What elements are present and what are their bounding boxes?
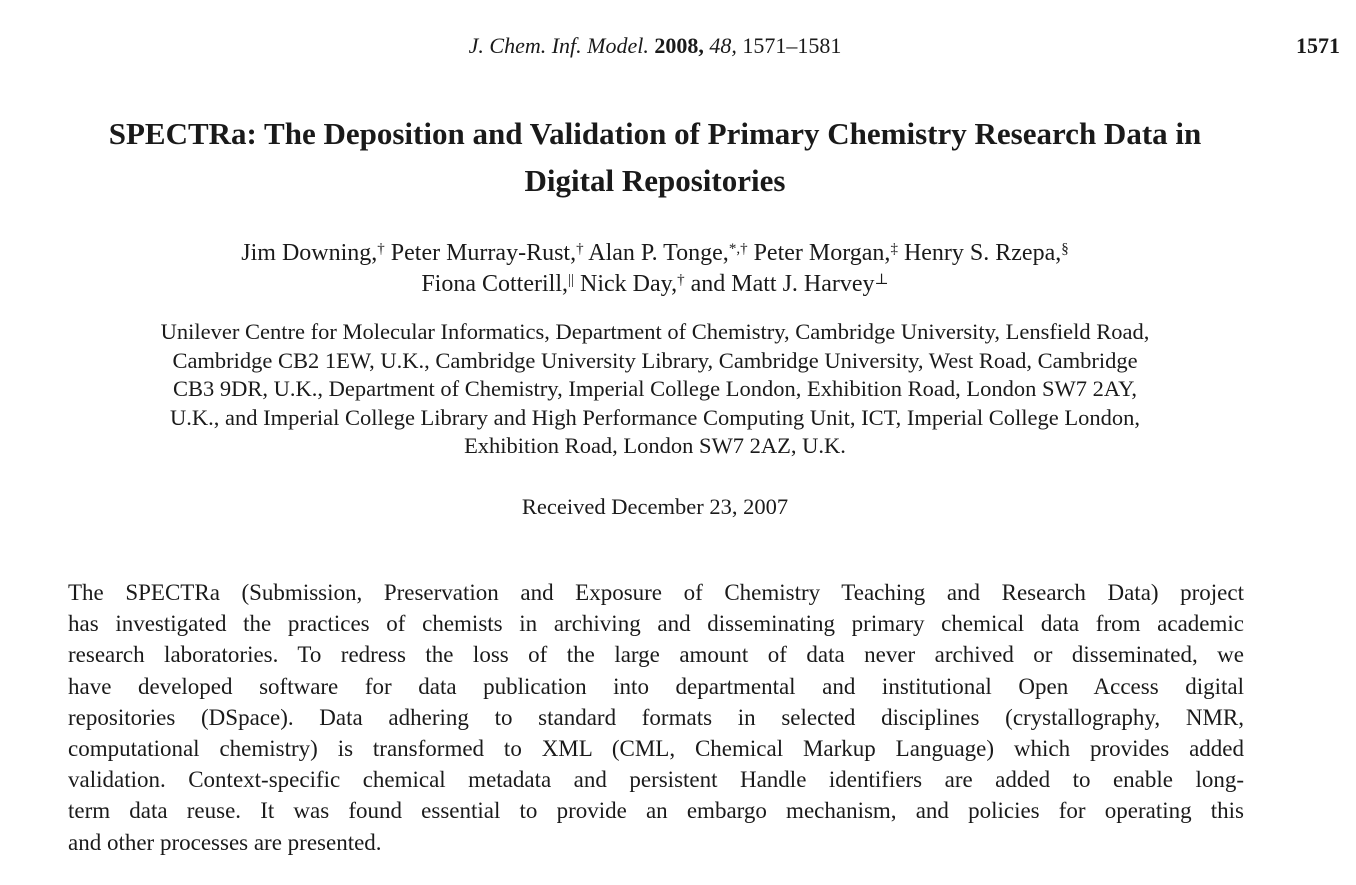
- author-name: Peter Morgan,: [753, 240, 891, 266]
- author-name: Fiona Cotterill,: [421, 271, 568, 297]
- author-affiliation-mark: †: [677, 272, 685, 288]
- abstract-line: repositories (DSpace). Data adhering to standard formats in selected disciplines (crystallography, NMR,: [68, 704, 1244, 730]
- author-name: Nick Day,: [580, 271, 678, 297]
- affiliation-block: [60, 318, 1250, 461]
- journal-year: 2008,: [654, 33, 704, 58]
- abstract-line: computational chemistry) is transformed to XML (CML, Chemical Markup Language) which provides added: [68, 736, 1244, 762]
- author-name: Henry S. Rzepa,: [903, 240, 1062, 266]
- author-affiliation-mark: †: [377, 241, 385, 257]
- author-list: [0, 238, 1310, 300]
- abstract: [68, 577, 1244, 858]
- affiliation-line: Cambridge CB2 1EW, U.K., Cambridge University Library, Cambridge University, West Road, Cambridge: [172, 347, 1138, 373]
- author: [904, 240, 1069, 266]
- author: [421, 271, 574, 297]
- journal-volume: 48,: [709, 33, 737, 58]
- abstract-line: The SPECTRa (Submission, Preservation and Exposure of Chemistry Teaching and Research Data) project: [68, 580, 1244, 605]
- author-name: Alan P. Tonge,: [588, 240, 729, 266]
- author: [588, 240, 747, 266]
- author-affiliation-mark: ||: [568, 272, 575, 288]
- journal-name: J. Chem. Inf. Model.: [468, 33, 649, 58]
- abstract-line: validation. Context-specific chemical metadata and persistent Handle identifiers are added to enable long-: [68, 767, 1244, 793]
- affiliation-line: Unilever Centre for Molecular Informatics, Department of Chemistry, Cambridge University, Lensfield Road,: [160, 319, 1150, 344]
- received-date: Received December 23, 2007: [521, 494, 789, 519]
- author-line: [0, 238, 1310, 269]
- author: [754, 240, 898, 266]
- author: [580, 271, 685, 297]
- abstract-line: and other processes are presented.: [68, 829, 382, 855]
- author: [691, 271, 889, 297]
- abstract-line: term data reuse. It was found essential to provide an embargo mechanism, and policies for operating this: [68, 798, 1244, 824]
- author: [391, 240, 584, 266]
- journal-citation: [0, 33, 1310, 59]
- running-header: [0, 33, 1356, 63]
- abstract-line: have developed software for data publication into departmental and institutional Open Access digital: [68, 673, 1244, 699]
- author-affiliation-mark: §: [1061, 241, 1069, 257]
- page-number: 1571: [1296, 33, 1340, 58]
- author-line: [0, 269, 1310, 300]
- affiliation-line: Exhibition Road, London SW7 2AZ, U.K.: [464, 433, 846, 458]
- title-line: SPECTRa: The Deposition and Validation of Primary Chemistry Research Data in: [108, 116, 1202, 151]
- author-affiliation-mark: ⊥: [874, 272, 889, 288]
- author-name: and Matt J. Harvey: [690, 271, 875, 297]
- author: [241, 240, 385, 266]
- author-affiliation-mark: *,†: [728, 241, 748, 257]
- paper-title: [0, 110, 1310, 204]
- title-line: Digital Repositories: [524, 163, 786, 198]
- author-affiliation-mark: †: [576, 241, 584, 257]
- author-name: Jim Downing,: [241, 240, 378, 266]
- abstract-line: has investigated the practices of chemists in archiving and disseminating primary chemical data from academic: [68, 611, 1244, 637]
- abstract-line: research laboratories. To redress the loss of the large amount of data never archived or disseminated, we: [68, 642, 1244, 668]
- journal-pages: 1571–1581: [742, 33, 842, 58]
- author-affiliation-mark: ‡: [890, 241, 898, 257]
- affiliation-line: CB3 9DR, U.K., Department of Chemistry, Imperial College London, Exhibition Road, London SW7 2AY,: [172, 376, 1138, 401]
- author-name: Peter Murray-Rust,: [390, 240, 577, 266]
- affiliation-line: U.K., and Imperial College Library and High Performance Computing Unit, ICT, Imperial College London,: [170, 404, 1140, 430]
